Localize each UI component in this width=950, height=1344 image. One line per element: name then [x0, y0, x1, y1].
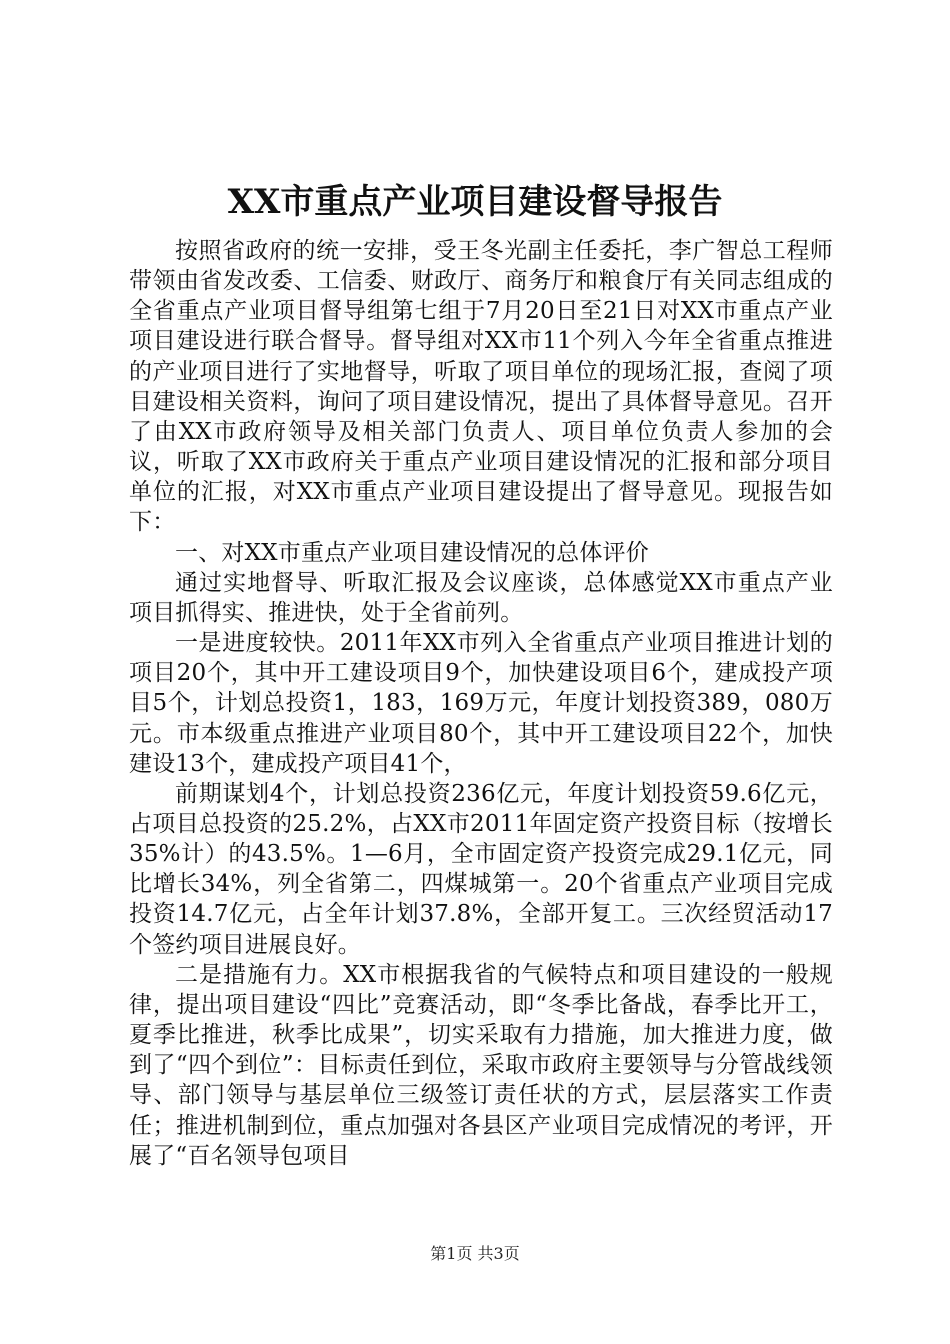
document-body — [129, 236, 833, 1171]
section-heading-overall-evaluation: 一、对XX市重点产业项目建设情况的总体评价 — [175, 539, 649, 566]
paragraph-overall-feeling: 通过实地督导、听取汇报及会议座谈，总体感觉XX市重点产业项目抓得实、推进快，处于全省前列。 — [129, 569, 833, 626]
paragraph-investment: 前期谋划4个，计划总投资236亿元，年度计划投资59.6亿元，占项目总投资的25.2%，占XX市2011年固定资产投资目标（按增长35%计）的43.5%。1—6月，全市固定资产投资完成29.1亿元，同比增长34%，列全省第二，四煤城第一。20个省重点产业项目完成投资14.7亿元，占全年计划37.8%，全部开复工。三次经贸活动17个签约项目进展良好。 — [129, 780, 833, 958]
document-title: XX市重点产业项目建设督导报告 — [227, 182, 723, 222]
paragraph-intro: 按照省政府的统一安排，受王冬光副主任委托，李广智总工程师带领由省发改委、工信委、财政厅、商务厅和粮食厅有关同志组成的全省重点产业项目督导组第七组于7月20日至21日对XX市重点产业项目建设进行联合督导。督导组对XX市11个列入今年全省重点推进的产业项目进行了实地督导，听取了项目单位的现场汇报，查阅了项目建设相关资料，询问了项目建设情况，提出了具体督导意见。召开了由XX市政府领导及相关部门负责人、项目单位负责人参加的会议，听取了XX市政府关于重点产业项目建设情况的汇报和部分项目单位的汇报，对XX市重点产业项目建设提出了督导意见。现报告如下： — [129, 238, 833, 536]
paragraph-measures: 二是措施有力。XX市根据我省的气候特点和项目建设的一般规律，提出项目建设“四比”竞赛活动，即“冬季比备战，春季比开工，夏季比推进，秋季比成果”，切实采取有力措施，加大推进力度，做到了“四个到位”：目标责任到位，采取市政府主要领导与分管战线领导、部门领导与基层单位三级签订责任状的方式，层层落实工作责任；推进机制到位，重点加强对各县区产业项目完成情况的考评，开展了“百名领导包项目 — [129, 961, 833, 1169]
page-number-footer: 第1页 共3页 — [430, 1244, 520, 1263]
paragraph-progress: 一是进度较快。2011年XX市列入全省重点产业项目推进计划的项目20个，其中开工建设项目9个，加快建设项目6个，建成投产项目5个，计划总投资1，183，169万元，年度计划投资389，080万元。市本级重点推进产业项目80个，其中开工建设项目22个，加快建设13个，建成投产项目41个， — [129, 630, 833, 777]
